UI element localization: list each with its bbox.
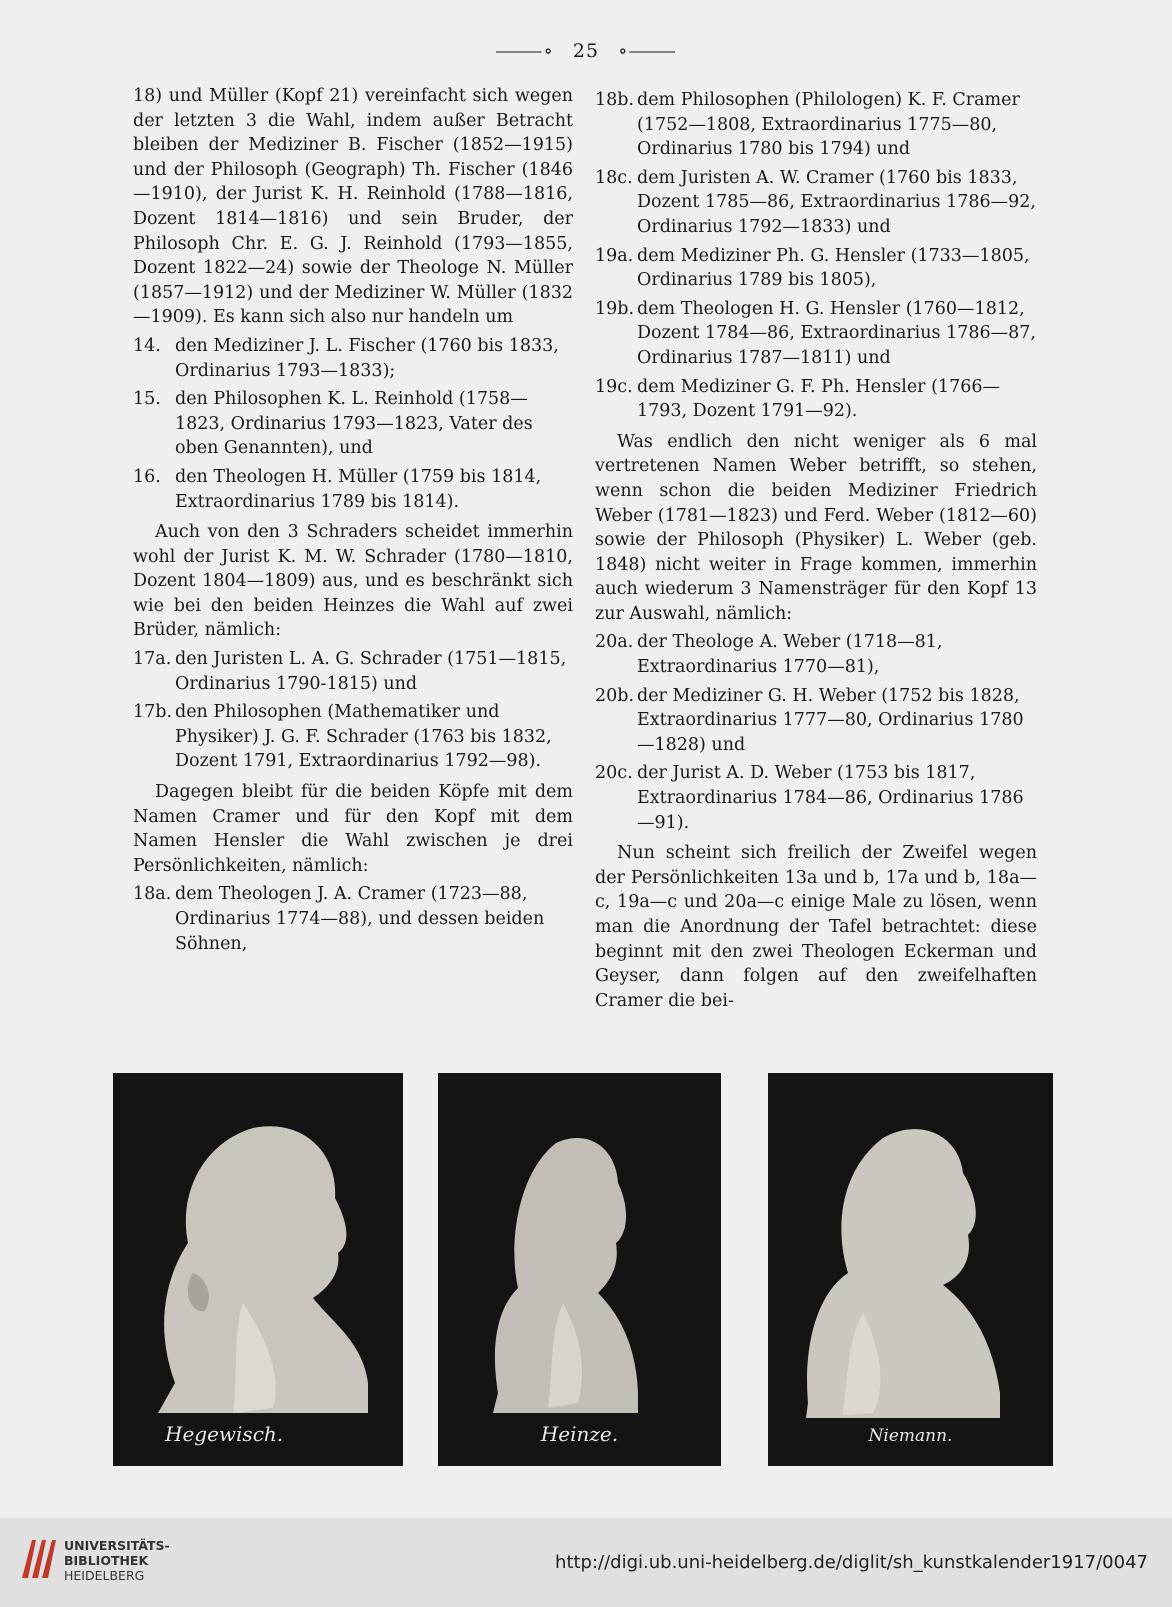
portrait-hegewisch: [113, 1073, 403, 1466]
list-item: [595, 297, 1037, 371]
item-number: 20b.: [595, 685, 635, 706]
page-header: [0, 36, 1172, 63]
list-item: [595, 88, 1037, 162]
relief-bust-right-facing: [113, 1073, 403, 1466]
item-number: 19c.: [595, 376, 633, 397]
item-number: 19a.: [595, 245, 634, 266]
item-text: den Theologen H. Müller (1759 bis 1814, Extraordinarius 1789 bis 1814).: [175, 466, 542, 512]
portrait-niemann: [768, 1073, 1053, 1466]
item-text: der Mediziner G. H. Weber (1752 bis 1828, Extraordinarius 1777—80, Ordinarius 1780—1828) und: [637, 685, 1024, 755]
item-text: der Theologe A. Weber (1718—81, Extraordinarius 1770—81),: [637, 632, 943, 678]
relief-bust-right-facing: [768, 1073, 1053, 1466]
portrait-caption: Heinze.: [540, 1422, 619, 1446]
list-item: [133, 334, 573, 383]
page-number: 25: [572, 40, 600, 62]
header-ornament-left: ⸻∘: [495, 40, 554, 62]
list-item: [595, 166, 1037, 240]
item-text: dem Mediziner G. F. Ph. Hensler (1766—1793, Dozent 1791—92).: [637, 376, 1000, 422]
item-number: 18b.: [595, 90, 635, 110]
list-item: [133, 700, 573, 774]
list-item: [595, 684, 1037, 758]
portrait-heinze: [438, 1073, 721, 1466]
item-text: dem Juristen A. W. Cramer (1760 bis 1833, Dozent 1785—86, Extraordinarius 1786—92, Ordinarius 1792—1833) und: [637, 167, 1036, 237]
library-name: [64, 1538, 170, 1583]
list-item: [133, 647, 573, 696]
right-list-a: [595, 88, 1037, 424]
item-number: 20c.: [595, 763, 633, 784]
left-paragraph-3: Dagegen bleibt für die beiden Köpfe mit dem Namen Cramer und für den Kopf mit dem Namen Hensler die Wahl zwischen je drei Persönlichkeiten, nämlich:: [133, 782, 573, 876]
source-url-link[interactable]: http://digi.ub.uni-heidelberg.de/diglit/sh_kunstkalender1917/0047: [555, 1552, 1148, 1573]
left-intro-paragraph: 18) und Müller (Kopf 21) vereinfacht sich wegen der letzten 3 die Wahl, indem außer Betracht bleiben der Mediziner B. Fischer (1852—1915) und der Philosoph (Geograph) Th. Fischer (1846—1910), der Jurist K. H. Reinhold (1788—1816, Dozent 1814—1816) und sein Bruder, der Philosoph Chr. E. G. J. Reinhold (1793—1855, Dozent 1822—24) sowie der Theologe N. Müller (1857—1912) und der Mediziner W. Müller (1832—1909). Es kann sich also nur handeln um: [133, 86, 573, 328]
item-number: 14.: [133, 335, 161, 356]
item-number: 19b.: [595, 298, 635, 319]
right-paragraph-2: Nun scheint sich freilich der Zweifel wegen der Persönlichkeiten 13a und b, 17a und b, 18a—c, 19a—c und 20a—c einige Male zu lösen, wenn man die Anordnung der Tafel betrachtet: diese beginnt mit den zwei Theologen Eckerman und Geyser, dann folgen auf den zweifelhaften Cramer die bei-: [595, 843, 1037, 1011]
header-ornament-right: ∘⸻: [618, 40, 677, 62]
item-number: 16.: [133, 466, 161, 487]
right-list-b: [595, 630, 1037, 835]
portrait-caption: Niemann.: [868, 1426, 953, 1446]
item-number: 15.: [133, 389, 161, 410]
library-footer: [0, 1518, 1172, 1607]
portrait-caption: Hegewisch.: [165, 1422, 284, 1446]
item-number: 17a.: [133, 649, 172, 670]
relief-bust-right-facing: [438, 1073, 721, 1466]
item-text: dem Mediziner Ph. G. Hensler (1733—1805, Ordinarius 1789 bis 1805),: [637, 245, 1030, 291]
item-number: 20a.: [595, 632, 634, 653]
item-text: der Jurist A. D. Weber (1753 bis 1817, Extraordinarius 1784—86, Ordinarius 1786—91).: [637, 763, 1024, 833]
right-column: [595, 84, 1037, 1013]
list-item: [595, 761, 1037, 835]
left-list-c: [133, 882, 573, 956]
list-item: [595, 244, 1037, 293]
library-line-2: BIBLIOTHEK: [64, 1553, 149, 1568]
list-item: [133, 882, 573, 956]
library-line-3: HEIDELBERG: [64, 1568, 145, 1583]
list-item: [595, 375, 1037, 424]
item-number: 18a.: [133, 884, 172, 905]
item-text: dem Theologen H. G. Hensler (1760—1812, Dozent 1784—86, Extraordinarius 1786—87, Ordinarius 1787—1811) und: [637, 298, 1036, 368]
item-text: den Mediziner J. L. Fischer (1760 bis 1833, Ordinarius 1793—1833);: [175, 335, 559, 381]
item-number: 18c.: [595, 167, 633, 188]
item-text: dem Philosophen (Philologen) K. F. Cramer (1752—1808, Extraordinarius 1775—80, Ordinarius 1780 bis 1794) und: [637, 90, 1020, 160]
right-paragraph-1: Was endlich den nicht weniger als 6 mal vertretenen Namen Weber betrifft, so stehen, wenn schon die beiden Mediziner Friedrich Weber (1781—1823) und Ferd. Weber (1812—60) sowie der Philosoph (Physiker) L. Weber (geb. 1848) nicht weiter in Frage kommen, immerhin auch wiederum 3 Namensträger für den Kopf 13 zur Auswahl, nämlich:: [595, 431, 1037, 624]
list-item: [595, 630, 1037, 679]
item-text: den Philosophen (Mathematiker und Physiker) J. G. F. Schrader (1763 bis 1832, Dozent 1791, Extraordinarius 1792—98).: [175, 702, 552, 772]
library-line-1: UNIVERSITÄTS-: [64, 1538, 170, 1553]
left-column: [133, 84, 573, 960]
left-paragraph-2: Auch von den 3 Schraders scheidet immerhin wohl der Jurist K. M. W. Schrader (1780—1810, Dozent 1804—1809) aus, und es beschränkt sich wie bei den beiden Heinzes die Wahl auf zwei Brüder, nämlich:: [133, 522, 573, 641]
left-list-b: [133, 647, 573, 774]
item-text: dem Theologen J. A. Cramer (1723—88, Ordinarius 1774—88), und dessen beiden Söhnen,: [175, 884, 545, 954]
library-logo-icon: [18, 1534, 58, 1584]
list-item: [133, 465, 573, 514]
left-list-a: [133, 334, 573, 514]
item-number: 17b.: [133, 702, 173, 723]
portrait-plates: [113, 1073, 1053, 1466]
item-text: den Juristen L. A. G. Schrader (1751—1815, Ordinarius 1790-1815) und: [175, 649, 567, 694]
item-text: den Philosophen K. L. Reinhold (1758—1823, Ordinarius 1793—1823, Vater des oben Genannten), und: [175, 389, 533, 459]
list-item: [133, 387, 573, 461]
